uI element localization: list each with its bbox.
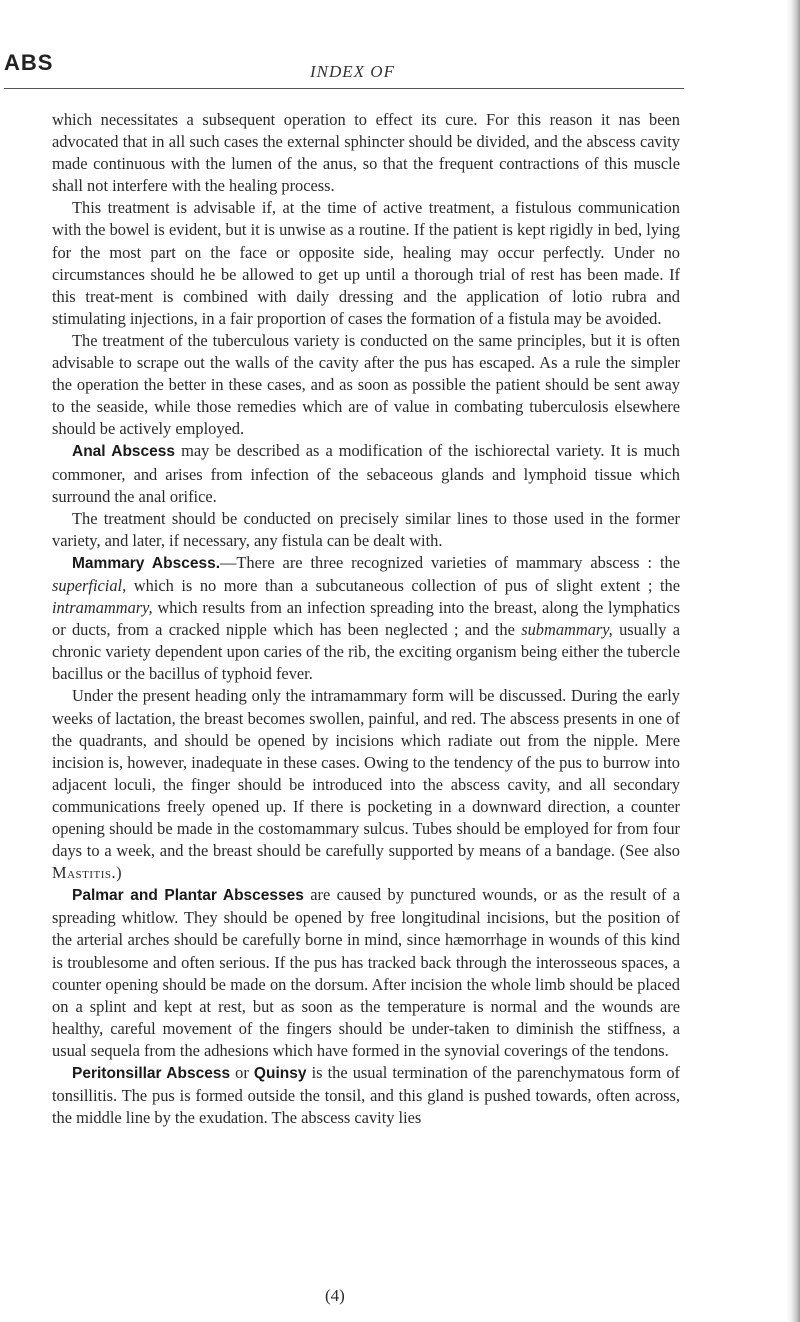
page-body [52,109,680,1129]
entry-mammary-abscess [52,552,680,686]
entry-heading-quinsy: Quinsy [253,1065,307,1083]
page-number: (4) [325,1286,345,1305]
entry-heading-or: or [235,1063,249,1083]
entry-heading-peritonsillar: Peritonsillar Abscess [72,1065,231,1083]
mammary-p2-text: Under the present heading only the intramammary form will be discussed. During the early weeks of lactation, the breast becomes swollen, painful, and red. The abscess presents in one of the quadrants, and should be opened by incisions which radiate out from the nipple. Mere incision is, however, inadequate in these cases. Owing to the tendency of the pus to burrow into adjacent loculi, the finger should be introduced into the abscess cavity, and all secondary communications freely opened up. If there is pocketing in a downward direction, a counter opening should be made in the costomammary sulcus. Tubes should be employed for from four days to a week, and the breast should be carefully supported by means of a bandage. (See also [52,686,680,861]
paragraph-intramammary [52,685,680,884]
entry-heading-mammary: Mammary Abscess. [72,554,221,572]
mammary-term-intramammary: intramammary, [52,598,153,618]
paragraph-anal-treatment: The treatment should be conducted on precisely similar lines to those used in the former variety, and later, if necessary, any fistula can be dealt with. [52,508,680,550]
entry-heading-palmar: Palmar and Plantar Abscesses [72,887,304,905]
mammary-text-2: which is no more than a subcutaneous collection of pus of slight extent ; the [133,575,680,595]
entry-text-anal: may be described as a modification of the ischiorectal variety. It is much commoner, and arises from infection of the sebaceous glands and lymphoid tissue which surround the anal orifice. [52,441,680,506]
page-header [0,0,800,90]
binding-shadow [786,0,800,1322]
entry-peritonsillar-abscess [52,1062,680,1129]
entry-anal-abscess [52,440,680,507]
mammary-text-4: usually a chronic variety dependent upon caries of the rib, the exciting organism being either the tubercle bacillus or the bacillus of typhoid fever. [52,620,680,684]
mammary-p2-close: ) [116,863,122,883]
mammary-term-submammary: submammary, [521,620,613,640]
paragraph-continuation: which necessitates a subsequent operation to effect its cure. For this reason it nas been advocated that in all such cases the external sphincter should be divided, and the abscess cavity made continuous with the lumen of the anus, so that the frequent contractions of this muscle shall not interfere with the healing process. [52,110,680,196]
entry-palmar-plantar-abscesses [52,884,680,1062]
mammary-text-3: which results from an infection spreading into the breast, along the lymphatics or ducts, from a cracked nipple which has been neglected ; and the [52,598,680,640]
paragraph-fistulous-treatment: This treatment is advisable if, at the time of active treatment, a fistulous communication with the bowel is evident, but it is unwise as a routine. If the patient is kept rigidly in bed, lying for the most part on the face or opposite side, healing may occur perfectly. Under no circumstances should he be allowed to get up until a thorough trial of rest has been made. If this treat-ment is combined with daily dressing and the application of lotio rubra and stimulating injections, in a fair proportion of cases the formation of a fistula may be avoided. [52,198,680,328]
entry-heading-anal: Anal Abscess [72,443,176,461]
cross-reference-mastitis: Mastitis. [52,863,117,883]
mammary-text-1: —There are three recognized varieties of mammary abscess : the [220,552,680,572]
section-code: ABS [4,50,54,75]
entry-text-peritonsillar: is the usual termination of the parenchymatous form of tonsillitis. The pus is formed outside the tonsil, and this gland is pushed towards, often across, the middle line by the exudation. The abscess cavity lies [52,1063,680,1128]
header-rule [4,88,684,89]
running-head: INDEX OF [310,62,395,81]
paragraph-tuberculous-variety: The treatment of the tuberculous variety is conducted on the same principles, but it is often advisable to scrape out the walls of the cavity after the pus has escaped. As a rule the simpler the operation the better in these cases, and as soon as possible the patient should be sent away to the seaside, while those remedies which are of value in combating tuberculosis elsewhere should be actively employed. [52,330,680,439]
mammary-term-superficial: superficial, [52,575,127,595]
entry-text-palmar: are caused by punctured wounds, or as the result of a spreading whitlow. They should be opened by free longitudinal incisions, but the position of the arterial arches should be carefully borne in mind, since hæmorrhage in wounds of this kind is troublesome and often serious. If the pus has tracked back through the interosseous spaces, a counter opening should be made on the dorsum. After incision the whole limb should be placed on a splint and kept at rest, but as soon as the temperature is normal and the wounds are healthy, careful movement of the fingers should be under-taken to diminish the stiffness, a usual sequela from the adhesions which have formed in the synovial coverings of the tendons. [52,885,681,1060]
